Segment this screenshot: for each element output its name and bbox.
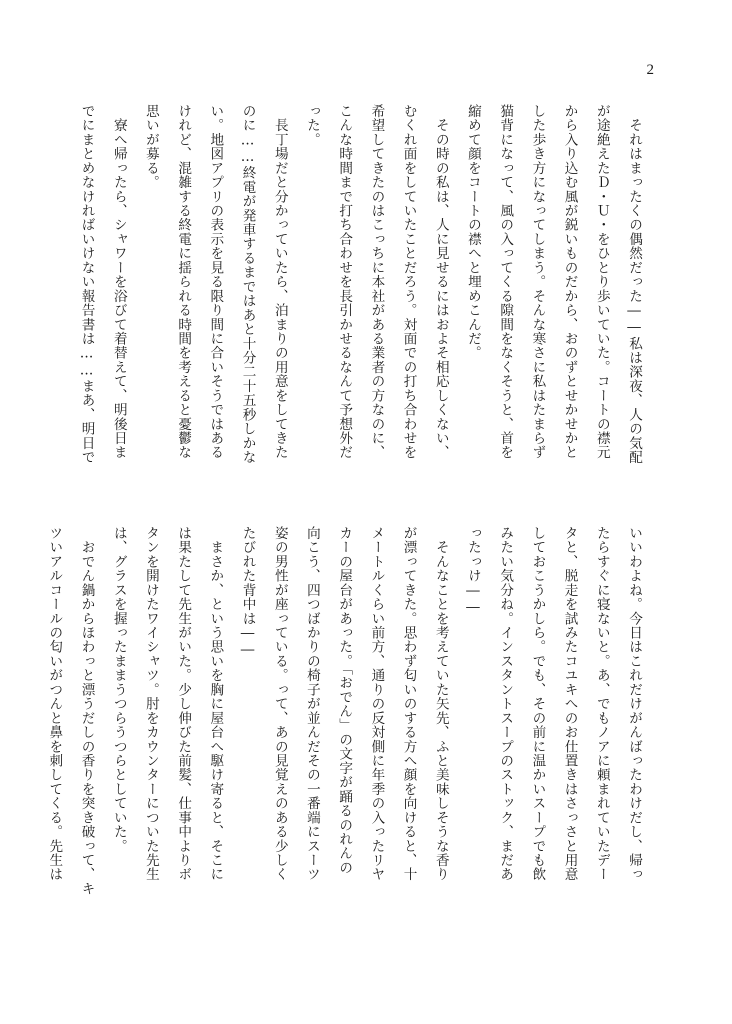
text-line: 寮へ帰ったら、シャワーを浴びて着替えて、明後日ま <box>110 104 127 460</box>
text-line: カーの屋台があった。「おでん」の文字が踊るのれんの <box>336 526 353 875</box>
text-line: でにまとめなければいけない報告書は……まあ、明日で <box>78 104 95 465</box>
text-line: 縮めて顔をコートの襟へと埋めこんだ。 <box>464 104 481 360</box>
text-line: しておこうかしら。でも、その前に温かいスープでも飲 <box>529 526 546 882</box>
text-line: いいわよね。今日はこれだけがんばったわけだし、帰っ <box>626 526 642 882</box>
text-line: まさか、という思いを胸に屋台へ駆け寄ると、そこに <box>207 526 224 882</box>
text-line: ツいアルコールの匂いがつんと鼻を刺してくる。先生は <box>46 526 63 882</box>
text-line: メートルくらい前方、通りの反対側に年季の入ったリヤ <box>368 526 385 882</box>
text-line: い。地図アプリの表示を見る限り間に合いそうではある <box>207 104 224 460</box>
text-line: けれど、混雑する終電に揺られる時間を考えると憂鬱な <box>175 104 192 460</box>
text-line: たびれた背中は―― <box>239 526 256 659</box>
text-line: から入り込む風が鋭いものだから、おのずとせかせかと <box>561 104 578 460</box>
text-line: 長丁場だと分かっていたら、泊まりの用意をしてきた <box>271 104 288 460</box>
text-line: が漂ってきた。思わず匂いのする方へ顔を向けると、十 <box>400 526 417 882</box>
text-line: こんな時間まで打ち合わせを長引かせるなんて予想外だ <box>336 104 353 460</box>
text-line: むくれ面をしていたことだろう。対面での打ち合わせを <box>400 104 417 460</box>
text-line: ったっけ―― <box>464 526 481 617</box>
text-line: おでん鍋からほわっと漂うだしの香りを突き破って、キ <box>78 526 95 896</box>
text-line: タと、脱走を試みたコユキへのお仕置きはさっさと用意 <box>561 526 578 882</box>
text-line: が途絶えたＤ・Ｕ・をひとり歩いていた。コートの襟元 <box>593 104 610 460</box>
text-line: は果たして先生がいた。少し伸びた前髪、仕事中よりボ <box>175 526 192 882</box>
text-line: は、グラスを握ったままうつらうつらとしていた。 <box>110 526 127 854</box>
page-number: 2 <box>646 62 654 78</box>
text-line: そんなことを考えていた矢先、ふと美味しそうな香り <box>432 526 449 882</box>
text-line: 向こう、四つばかりの椅子が並んだその一番端にスーツ <box>303 526 320 882</box>
text-line: 猫背になって、風の入ってくる隙間をなくそうと、首を <box>497 104 514 460</box>
text-line: 姿の男性が座っている。って、あの見覚えのある少しく <box>271 526 288 882</box>
text-line: のに……終電が発車するまではあと十分二十五秒しかな <box>239 104 256 465</box>
text-line: みたい気分ね。インスタントスープのストック、まだあ <box>497 526 514 882</box>
text-line: タンを開けたワイシャツ。肘をカウンターについた先生 <box>142 526 159 882</box>
text-line: それはまったくの偶然だった――私は深夜、人の気配 <box>626 104 642 465</box>
lower-text-block <box>46 526 650 918</box>
text-line: 希望してきたのはこっちに本社がある業者の方なのに、 <box>368 104 385 460</box>
text-line: その時の私は、人に見せるにはおよそ相応しくない、 <box>432 104 449 460</box>
upper-text-block <box>78 104 650 496</box>
text-line: 思いが募る。 <box>142 104 159 190</box>
text-line: した歩き方になってしまう。そんな寒さに私はたまらず <box>529 104 546 460</box>
text-line: たらすぐに寝ないと。あ、でもノアに頼まれていたデー <box>593 526 610 882</box>
text-line: った。 <box>303 104 320 147</box>
